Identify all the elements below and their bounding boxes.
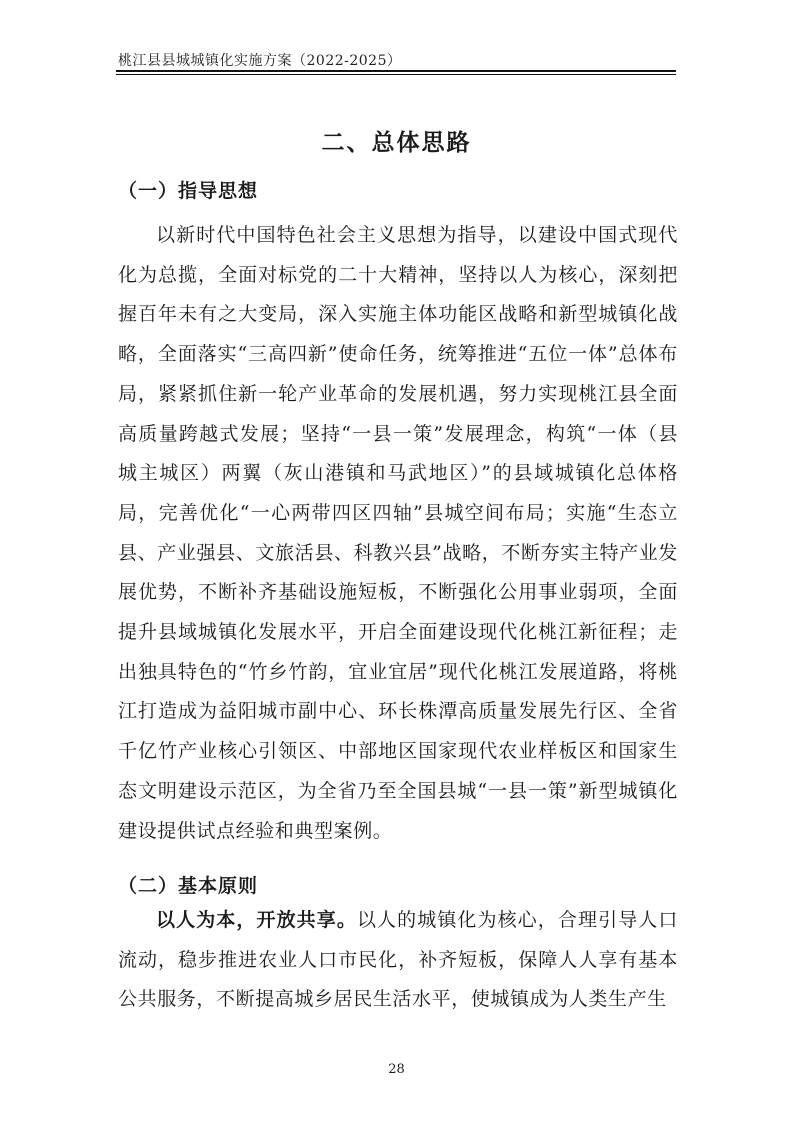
principle-text: 以人的城镇化为核心，合理引导人口流动，稳步推进农业人口市民化，补齐短板，保障人人享有基本公共服务，不断提高城乡居民生活水平，使城镇成为人类生产生 bbox=[118, 909, 678, 1011]
running-header-title: 桃江县县城城镇化实施方案（2022-2025） bbox=[118, 53, 402, 69]
section-heading-basic-principles: （二）基本原则 bbox=[118, 875, 259, 897]
chapter-title: 二、总体思路 bbox=[321, 130, 472, 156]
header-rule-thin bbox=[116, 74, 676, 75]
page-number: 28 bbox=[388, 1062, 405, 1077]
principle-lead: 以人为本，开放共享。 bbox=[156, 909, 357, 931]
section-heading-guiding-thought: （一）指导思想 bbox=[118, 180, 259, 202]
paragraph-guiding-thought: 以新时代中国特色社会主义思想为指导，以建设中国式现代化为总揽，全面对标党的二十大精神，坚持以人为核心，深刻把握百年未有之大变局，深入实施主体功能区战略和新型城镇化战略，全面落实“三高四新”使命任务，统筹推进“五位一体”总体布局，紧紧抓住新一轮产业革命的发展机遇，努力实现桃江县全面高质量跨越式发展；坚持“一县一策”发展理念，构筑“一体（县城主城区）两翼（灰山港镇和马武地区）”的县域城镇化总体格局，完善优化“一心两带四区四轴”县城空间布局；实施“生态立县、产业强县、文旅活县、科教兴县”战略，不断夯实主特产业发展优势，不断补齐基础设施短板，不断强化公用事业弱项，全面提升县域城镇化发展水平，开启全面建设现代化桃江新征程；走出独具特色的“竹乡竹韵，宜业宜居”现代化桃江发展道路，将桃江打造成为益阳城市副中心、环长株潭高质量发展先行区、全省千亿竹产业核心引领区、中部地区国家现代农业样板区和国家生态文明建设示范区，为全省乃至全国县城“一县一策”新型城镇化建设提供试点经验和典型案例。 bbox=[118, 224, 678, 842]
paragraph-basic-principles bbox=[118, 901, 678, 1020]
header-rule-thick bbox=[116, 70, 676, 72]
